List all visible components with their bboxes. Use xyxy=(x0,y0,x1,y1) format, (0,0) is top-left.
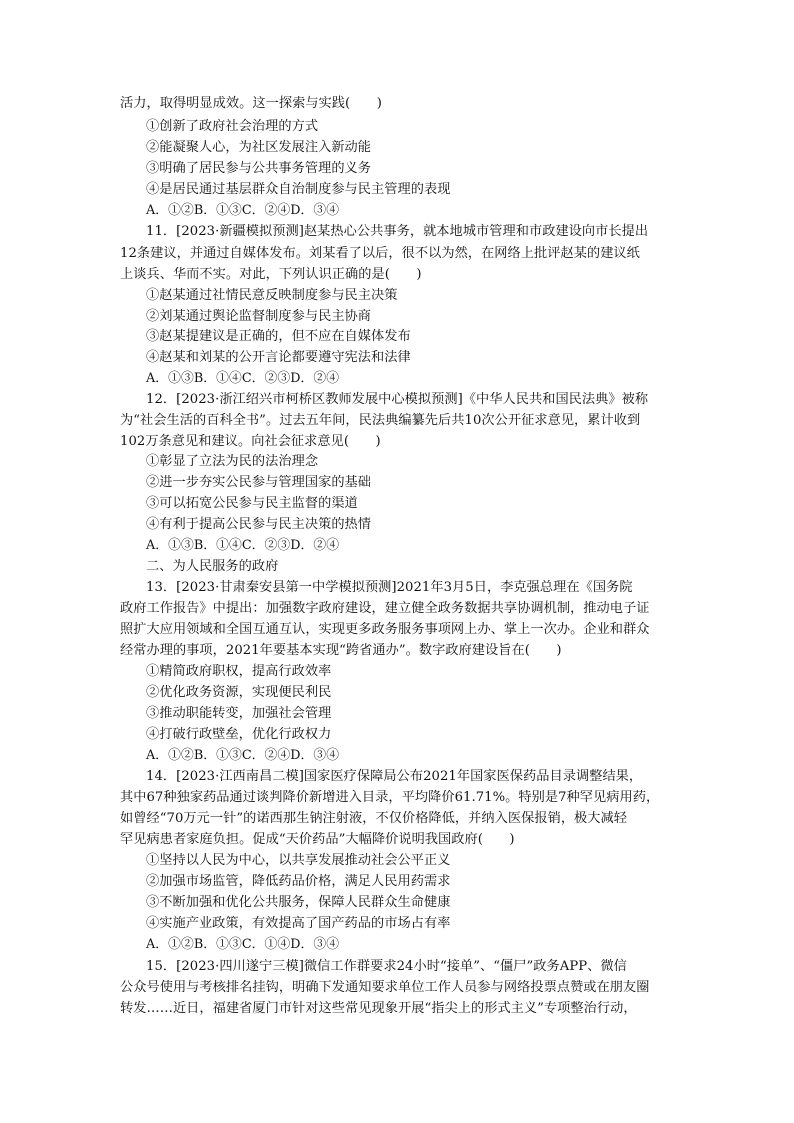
answer-choices: A．①②B．①③C．①④D．③④ xyxy=(146,937,340,952)
question-start: 12．[2023·浙江绍兴市柯桥区教师发展中心模拟预测]《中华人民共和国民法典》被称 xyxy=(146,392,649,407)
option-line: ④实施产业政策，有效提高了国产药品的市场占有率 xyxy=(146,916,451,931)
text-line: 罕见病患者家庭负担。促成“天价药品”大幅降价说明我国政府( ) xyxy=(120,832,515,847)
option-line: ③不断加强和优化公共服务，保障人民群众生命健康 xyxy=(146,895,451,910)
question-start: 11．[2023·新疆模拟预测]赵某热心公共事务，就本地城市管理和市政建设向市长提出 xyxy=(146,224,649,239)
option-line: ④打破行政壁垒，优化行政权力 xyxy=(146,727,332,742)
answer-choices: A．①②B．①③C．②④D．③④ xyxy=(146,203,340,218)
option-line: ③明确了居民参与公共事务管理的义务 xyxy=(146,161,372,176)
text-line: 照扩大应用领域和全国互通互认，实现更多政务服务事项网上办、掌上一次办。企业和群众 xyxy=(120,622,650,637)
option-line: ①赵某通过社情民意反映制度参与民主决策 xyxy=(146,288,398,303)
option-line: ③赵某提建议是正确的，但不应在自媒体发布 xyxy=(146,329,411,344)
text-line: 转发……近日，福建省厦门市针对这些常见现象开展“指尖上的形式主义”专项整治行动， xyxy=(120,1001,637,1016)
text-line: 经常办理的事项，2021年要基本实现“跨省通办”。数字政府建设旨在( ) xyxy=(120,643,562,658)
option-line: ②加强市场监管，降低药品价格，满足人民用药需求 xyxy=(146,874,451,889)
option-line: ①坚持以人民为中心，以共享发展推动社会公平正义 xyxy=(146,853,451,868)
option-line: ②优化政务资源，实现便民利民 xyxy=(146,685,332,700)
option-line: ①彰显了立法为民的法治理念 xyxy=(146,454,319,469)
text-line: 活力，取得明显成效。这一探索与实践( ) xyxy=(120,96,382,111)
option-line: ④有利于提高公民参与民主决策的热情 xyxy=(146,517,372,532)
option-line: ④赵某和刘某的公开言论都要遵守宪法和法律 xyxy=(146,350,411,365)
text-line: 为“社会生活的百科全书”。过去五年间，民法典编纂先后共10次公开征求意见，累计收到 xyxy=(120,413,641,428)
text-line: 政府工作报告》中提出：加强数字政府建设，建立健全政务数据共享协调机制，推动电子证 xyxy=(120,601,650,616)
option-line: ②能凝聚人心，为社区发展注入新动能 xyxy=(146,140,372,155)
question-start: 14．[2023·江西南昌二模]国家医疗保障局公布2021年国家医保药品目录调整结果， xyxy=(146,769,643,784)
text-line: 如曾经“70万元一针”的诺西那生钠注射液，不仅价格降低，并纳入医保报销，极大减轻 xyxy=(120,811,628,826)
option-line: ③可以拓宽公民参与民主监督的渠道 xyxy=(146,496,358,511)
option-line: ①创新了政府社会治理的方式 xyxy=(146,119,319,134)
option-line: ①精简政府职权，提高行政效率 xyxy=(146,664,332,679)
text-line: 上谈兵、华而不实。对此，下列认识正确的是( ) xyxy=(120,267,422,282)
answer-choices: A．①②B．①③C．②④D．③④ xyxy=(146,748,340,763)
option-line: ③推动职能转变，加强社会管理 xyxy=(146,706,332,721)
answer-choices: A．①③B．①④C．②③D．②④ xyxy=(146,371,340,386)
question-start: 15．[2023·四川遂宁三模]微信工作群要求24小时“接单”、“僵尸”政务APP、微信 xyxy=(146,959,627,974)
option-line: ②刘某通过舆论监督制度参与民主协商 xyxy=(146,309,372,324)
answer-choices: A．①③B．①④C．②③D．②④ xyxy=(146,538,340,553)
text-line: 公众号使用与考核排名挂钩，明确下发通知要求单位工作人员参与网络投票点赞或在朋友圈 xyxy=(120,980,650,995)
text-line: 其中67种独家药品通过谈判降价新增进入目录，平均降价61.71%。特别是7种罕见病用药， xyxy=(120,790,660,805)
question-start: 13．[2023·甘肃秦安县第一中学模拟预测]2021年3月5日，李克强总理在《国务院 xyxy=(146,580,633,595)
option-line: ④是居民通过基层群众自治制度参与民主管理的表现 xyxy=(146,182,451,197)
text-line: 102万条意见和建议。向社会征求意见( ) xyxy=(120,434,381,449)
option-line: 二、为人民服务的政府 xyxy=(146,559,279,574)
text-line: 12条建议，并通过自媒体发布。刘某看了以后，很不以为然，在网络上批评赵某的建议纸 xyxy=(120,246,640,261)
option-line: ②进一步夯实公民参与管理国家的基础 xyxy=(146,475,372,490)
